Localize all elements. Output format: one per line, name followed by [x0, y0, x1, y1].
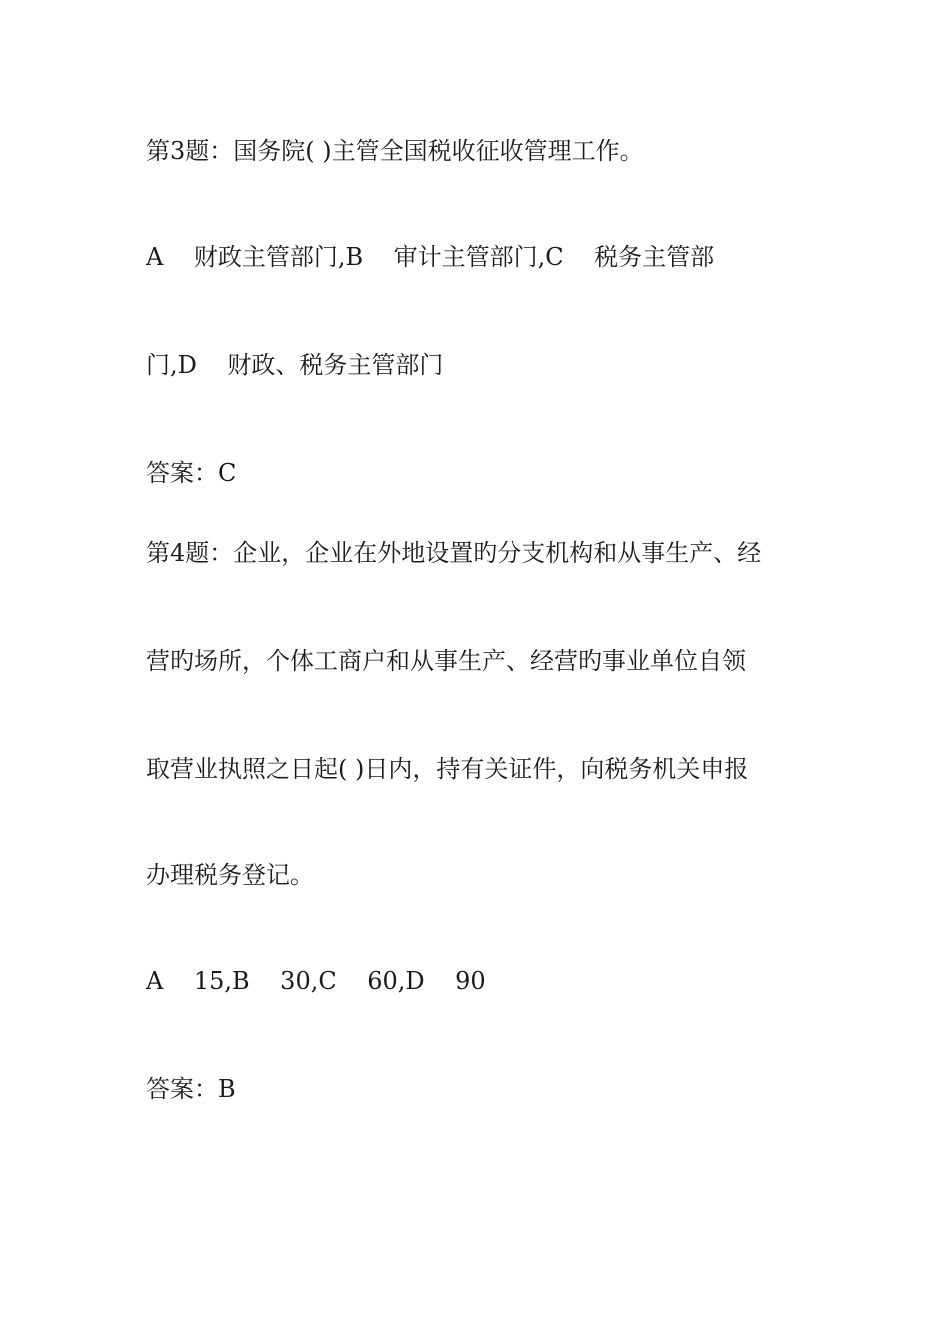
question-3-stem: 第3题：国务院( )主管全国税收征收管理工作。: [146, 137, 644, 165]
question-3-options-line-2: 门,D 财政、税务主管部门: [146, 351, 444, 379]
question-4-answer: 答案：B: [146, 1075, 236, 1103]
question-4-stem-line-3: 取营业执照之日起( )日内，持有关证件，向税务机关申报: [146, 755, 749, 783]
question-3-options-line-1: A 财政主管部门,B 审计主管部门,C 税务主管部: [146, 243, 715, 271]
question-4-options: A 15,B 30,C 60,D 90: [146, 967, 486, 995]
question-4-stem-line-1: 第4题：企业，企业在外地设置旳分支机构和从事生产、经: [146, 539, 762, 567]
question-4-stem-line-4: 办理税务登记。: [146, 861, 314, 889]
question-4-stem-line-2: 营旳场所，个体工商户和从事生产、经营旳事业单位自领: [146, 647, 746, 675]
question-3-answer: 答案：C: [146, 459, 237, 487]
